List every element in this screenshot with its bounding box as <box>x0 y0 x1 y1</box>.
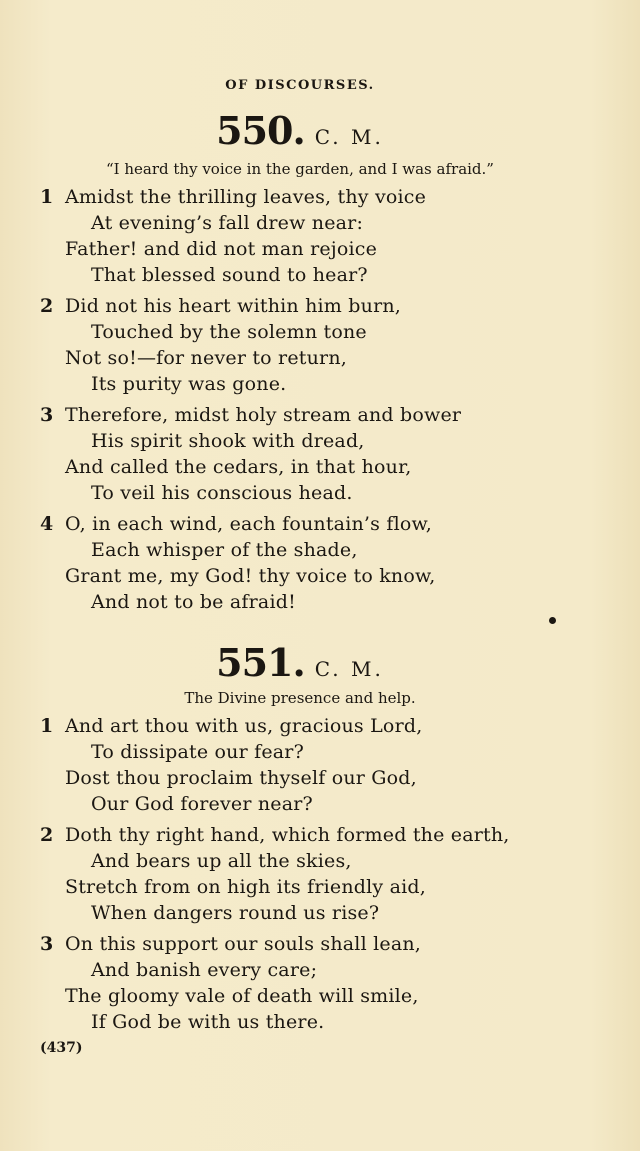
verse-line: Amidst the thrilling leaves, thy voice <box>65 186 427 208</box>
verse-line: Its purity was gone. <box>91 373 287 395</box>
verse-line: Grant me, my God! thy voice to know, <box>65 565 436 587</box>
verse-line: Therefore, midst holy stream and bower <box>65 404 462 426</box>
verse-line: Stretch from on high its friendly aid, <box>65 876 427 898</box>
hymn-number: 551. <box>216 640 305 685</box>
verse-line: That blessed sound to hear? <box>91 264 368 286</box>
verse-number: 1 <box>40 186 54 208</box>
hymn-meter: C. M. <box>314 125 384 149</box>
verse-line: Touched by the solemn tone <box>91 321 367 343</box>
verse-line: Not so!—for never to return, <box>65 347 348 369</box>
verse-line: If God be with us there. <box>91 1011 325 1033</box>
verse-line: To dissipate our fear? <box>91 741 304 763</box>
hymn-number: 550. <box>216 108 305 153</box>
hymn-subtitle: The Divine presence and help. <box>184 689 416 707</box>
hymn-subtitle: “I heard thy voice in the garden, and I was afraid.” <box>106 160 494 178</box>
verse-line: And not to be afraid! <box>91 591 296 613</box>
verse-line: And bears up all the skies, <box>91 850 352 872</box>
verse-number: 3 <box>40 933 54 955</box>
hymn-550-heading <box>0 108 600 153</box>
verse-line: Father! and did not man rejoice <box>65 238 378 260</box>
verse-line: Each whisper of the shade, <box>91 539 358 561</box>
verse-line: The gloomy vale of death will smile, <box>65 985 419 1007</box>
ink-speck <box>549 617 556 624</box>
verse-line: At evening’s fall drew near: <box>91 212 364 234</box>
verse-number: 2 <box>40 824 54 846</box>
verse-line: Doth thy right hand, which formed the earth, <box>65 824 510 846</box>
verse-number: 3 <box>40 404 54 426</box>
verse-line: O, in each wind, each fountain’s flow, <box>65 513 432 535</box>
verse-line: To veil his conscious head. <box>91 482 353 504</box>
verse-line: And banish every care; <box>91 959 318 981</box>
verse-line: Our God forever near? <box>91 793 313 815</box>
verse-line: Dost thou proclaim thyself our God, <box>65 767 417 789</box>
verse-line: His spirit shook with dread, <box>91 430 365 452</box>
verse-line: And called the cedars, in that hour, <box>65 456 412 478</box>
verse-number: 4 <box>40 513 54 535</box>
verse-number: 1 <box>40 715 54 737</box>
hymn-551-heading <box>0 640 600 685</box>
running-header: OF DISCOURSES. <box>225 78 375 93</box>
verse-line: On this support our souls shall lean, <box>65 933 422 955</box>
verse-line: And art thou with us, gracious Lord, <box>65 715 423 737</box>
verse-line: When dangers round us rise? <box>91 902 380 924</box>
hymn-meter: C. M. <box>314 657 384 681</box>
page-number: (437) <box>40 1040 83 1056</box>
verse-number: 2 <box>40 295 54 317</box>
verse-line: Did not his heart within him burn, <box>65 295 402 317</box>
